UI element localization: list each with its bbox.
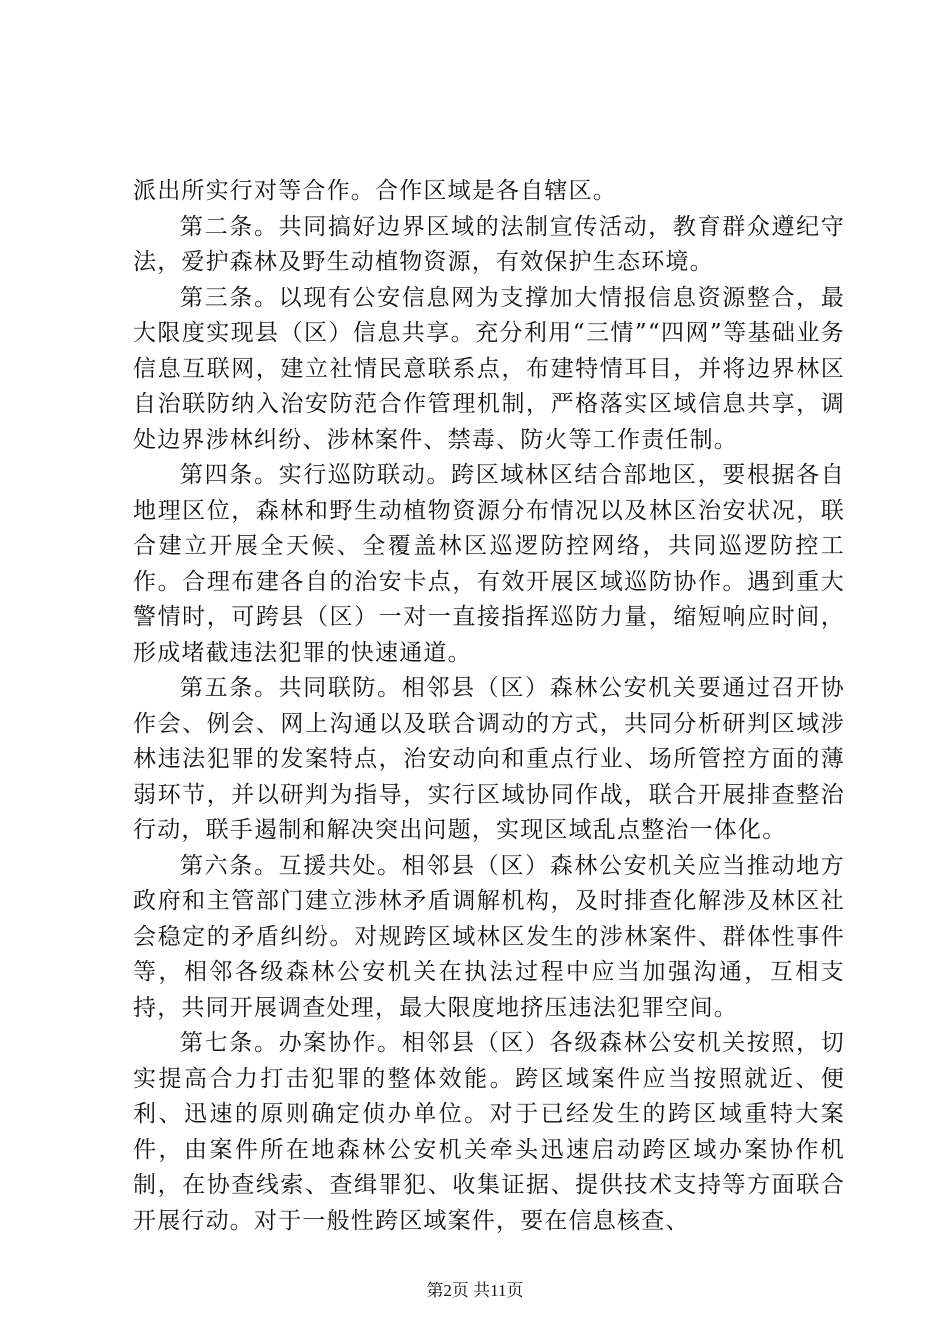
paragraph-article-5: 第五条。共同联防。相邻县（区）森林公安机关要通过召开协作会、例会、网上沟通以及联合调动的方式，共同分析研判区域涉林违法犯罪的发案特点，治安动向和重点行业、场所管控方面的薄弱环节，并以研判为指导，实行区域协同作战，联合开展排查整治行动，联手遏制和解决突出问题，实现区域乱点整治一体化。 [133, 675, 845, 843]
paragraph-article-3: 第三条。以现有公安信息网为支撑加大情报信息资源整合，最大限度实现县（区）信息共享。充分利用“三情”“四网”等基础业务信息互联网，建立社情民意联系点，布建特情耳目，并将边界林区自治联防纳入治安防范合作管理机制，严格落实区域信息共享，调处边界涉林纠纷、涉林案件、禁毒、防火等工作责任制。 [133, 284, 845, 453]
page-number-footer: 第2页 共11页 [426, 1281, 524, 1300]
document-body [133, 174, 845, 1239]
paragraph-article-4: 第四条。实行巡防联动。跨区域林区结合部地区，要根据各自地理区位，森林和野生动植物资源分布情况以及林区治安状况，联合建立开展全天候、全覆盖林区巡逻防控网络，共同巡逻防控工作。合理布建各自的治安卡点，有效开展区域巡防协作。遇到重大警情时，可跨县（区）一对一直接指挥巡防力量，缩短响应时间，形成堵截违法犯罪的快速通道。 [133, 462, 845, 666]
paragraph-article-7: 第七条。办案协作。相邻县（区）各级森林公安机关按照，切实提高合力打击犯罪的整体效能。跨区域案件应当按照就近、便利、迅速的原则确定侦办单位。对于已经发生的跨区域重特大案件，由案件所在地森林公安机关牵头迅速启动跨区域办案协作机制，在协查线索、查缉罪犯、收集证据、提供技术支持等方面联合开展行动。对于一般性跨区域案件，要在信息核查、 [133, 1030, 845, 1234]
paragraph-article-6: 第六条。互援共处。相邻县（区）森林公安机关应当推动地方政府和主管部门建立涉林矛盾调解机构，及时排查化解涉及林区社会稳定的矛盾纠纷。对规跨区域林区发生的涉林案件、群体性事件等，相邻各级森林公安机关在执法过程中应当加强沟通，互相支持，共同开展调查处理，最大限度地挤压违法犯罪空间。 [133, 852, 845, 1021]
paragraph-continuation: 派出所实行对等合作。合作区域是各自辖区。 [133, 178, 617, 204]
paragraph-article-2: 第二条。共同搞好边界区域的法制宣传活动，教育群众遵纪守法，爱护森林及野生动植物资源，有效保护生态环境。 [133, 213, 845, 275]
